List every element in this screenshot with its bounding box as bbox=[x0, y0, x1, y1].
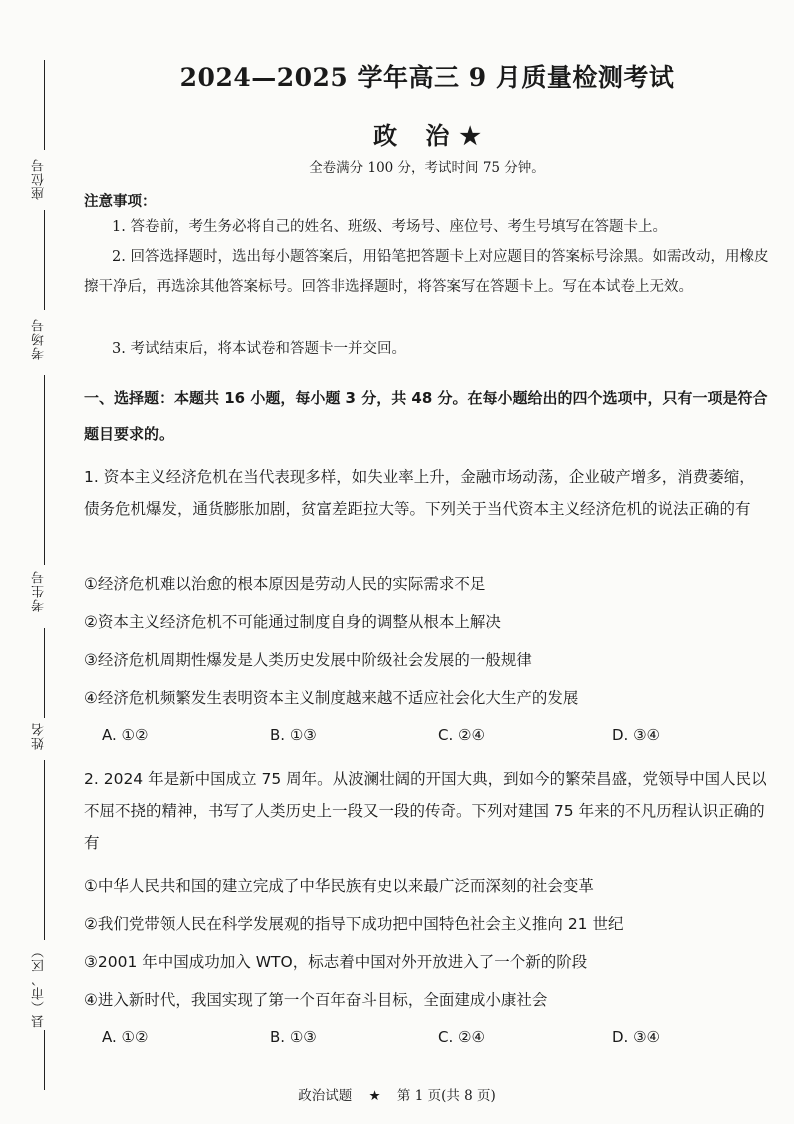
exam-title: 2024—2025 学年高三 9 月质量检测考试 bbox=[179, 63, 675, 92]
choice-c: C. ②④ bbox=[438, 726, 485, 744]
answer-choices bbox=[102, 1028, 762, 1056]
margin-divider bbox=[44, 760, 45, 940]
choice-c: C. ②④ bbox=[438, 1028, 485, 1046]
notice-item: 2. 回答选择题时，选出每小题答案后，用铅笔把答题卡上对应题目的答案标号涂黑。如需改动，用橡皮擦干净后，再选涂其他答案标号。回答非选择题时，将答案写在答题卡上。写在本试卷上无效。 bbox=[84, 249, 769, 295]
question-option: ③2001 年中国成功加入 WTO，标志着中国对外开放进入了一个新的阶段 bbox=[84, 953, 588, 971]
margin-divider bbox=[44, 375, 45, 565]
question-option: ②资本主义经济危机不可能通过制度自身的调整从根本上解决 bbox=[84, 613, 501, 631]
page-number: 第 1 页(共 8 页) bbox=[396, 1088, 496, 1104]
question-option: ④经济危机频繁发生表明资本主义制度越来越不适应社会化大生产的发展 bbox=[84, 689, 579, 707]
choice-a: A. ①② bbox=[102, 726, 149, 744]
seat-number-label: 座位号 bbox=[32, 158, 47, 200]
notice-item: 1. 答卷前，考生务必将自己的姓名、班级、考场号、座位号、考生号填写在答题卡上。 bbox=[112, 219, 667, 235]
question-option: ①中华人民共和国的建立完成了中华民族有史以来最广泛而深刻的社会变革 bbox=[84, 877, 594, 895]
choice-d: D. ③④ bbox=[612, 726, 660, 744]
exam-info: 全卷满分 100 分，考试时间 75 分钟。 bbox=[309, 160, 545, 176]
margin-divider bbox=[44, 628, 45, 718]
name-label: 姓名 bbox=[32, 722, 47, 750]
question-option: ③经济危机周期性爆发是人类历史发展中阶级社会发展的一般规律 bbox=[84, 651, 532, 669]
question-stem: 2. 2024 年是新中国成立 75 周年。从波澜壮阔的开国大典，到如今的繁荣昌盛，党领导中国人民以不屈不挠的精神，书写了人类历史上一段又一段的传奇。下列对建国 75 年来的不凡历程认识正确的有 bbox=[84, 770, 767, 852]
margin-divider bbox=[44, 1030, 45, 1090]
binding-margin bbox=[0, 0, 70, 1124]
star-icon: ★ bbox=[459, 121, 481, 150]
question-option: ①经济危机难以治愈的根本原因是劳动人民的实际需求不足 bbox=[84, 575, 486, 593]
choice-d: D. ③④ bbox=[612, 1028, 660, 1046]
notice-heading: 注意事项： bbox=[84, 193, 157, 210]
notice-item: 3. 考试结束后，将本试卷和答题卡一并交回。 bbox=[112, 341, 406, 357]
choice-b: B. ①③ bbox=[270, 726, 317, 744]
page-footer bbox=[0, 1084, 794, 1104]
section-heading: 一、选择题：本题共 16 小题，每小题 3 分，共 48 分。在每小题给出的四个选项中，只有一项是符合题目要求的。 bbox=[84, 389, 768, 443]
footer-subject: 政治试题 bbox=[298, 1088, 353, 1104]
subject-name: 政 治 bbox=[373, 121, 460, 150]
county-label: 县（市、区） bbox=[32, 944, 47, 1028]
question-option: ④进入新时代，我国实现了第一个百年奋斗目标，全面建成小康社会 bbox=[84, 991, 548, 1009]
exam-room-label: 考场号 bbox=[32, 318, 47, 360]
subject-heading bbox=[84, 116, 770, 151]
margin-divider bbox=[44, 210, 45, 310]
question-stem: 1. 资本主义经济危机在当代表现多样，如失业率上升，金融市场动荡，企业破产增多，消费萎缩，债务危机爆发，通货膨胀加剧，贫富差距拉大等。下列关于当代资本主义经济危机的说法正确的有 bbox=[84, 468, 755, 518]
answer-choices bbox=[102, 726, 762, 754]
margin-divider bbox=[44, 60, 45, 150]
candidate-number-label: 考生号 bbox=[32, 570, 47, 612]
choice-b: B. ①③ bbox=[270, 1028, 317, 1046]
choice-a: A. ①② bbox=[102, 1028, 149, 1046]
question-option: ②我们党带领人民在科学发展观的指导下成功把中国特色社会主义推向 21 世纪 bbox=[84, 915, 624, 933]
star-icon: ★ bbox=[368, 1088, 381, 1104]
